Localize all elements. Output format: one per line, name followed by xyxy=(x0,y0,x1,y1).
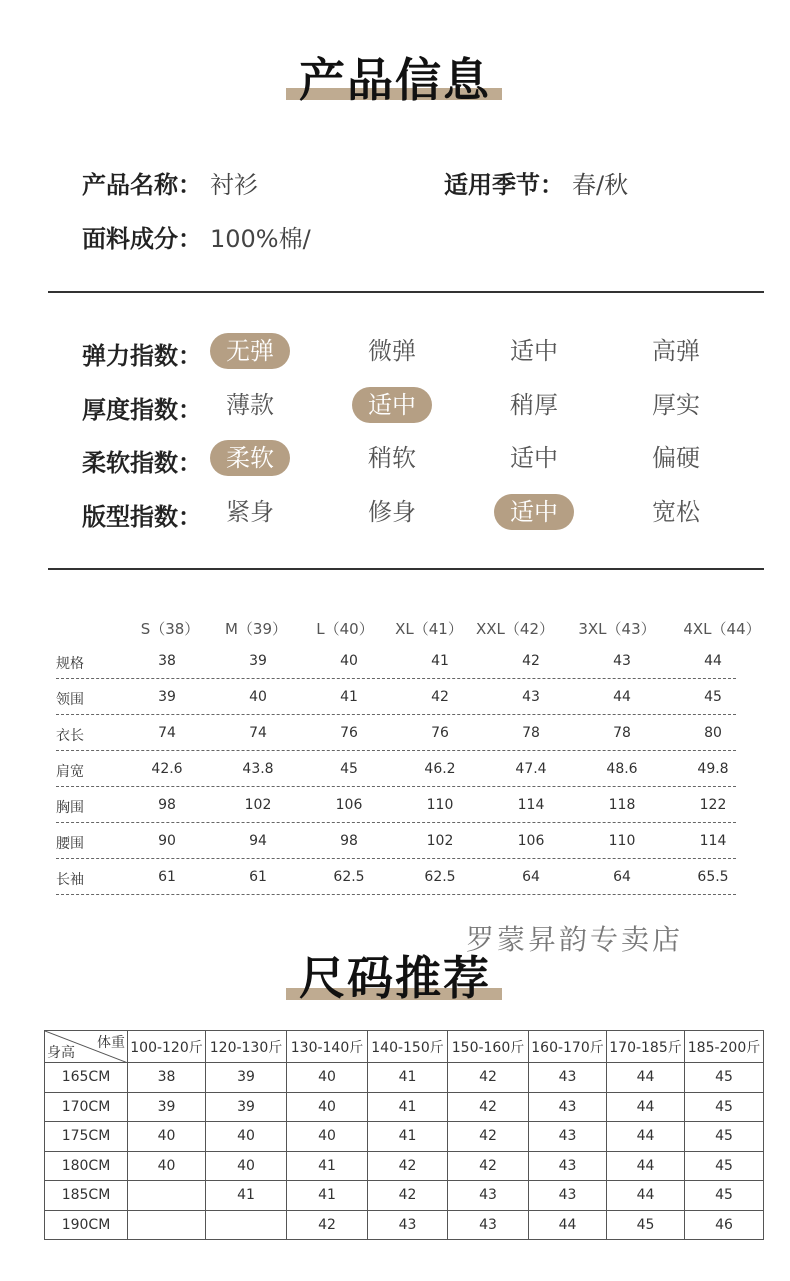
spec-cell: 44 xyxy=(613,689,631,705)
spec-cell: 48.6 xyxy=(606,761,638,777)
table-row xyxy=(45,1063,764,1093)
table-row xyxy=(45,1210,764,1240)
size-cell: 40 xyxy=(287,1092,368,1122)
weight-header-cell: 185-200斤 xyxy=(685,1031,764,1063)
spec-cell: 49.8 xyxy=(697,761,729,777)
size-cell: 42 xyxy=(448,1063,529,1093)
size-cell: 41 xyxy=(206,1181,287,1211)
season-row xyxy=(444,165,628,200)
spec-row-label: 衣长 xyxy=(56,728,84,744)
weight-header-cell: 140-150斤 xyxy=(368,1031,448,1063)
table-row xyxy=(45,1092,764,1122)
spec-cell: 38 xyxy=(158,653,176,669)
index-option: 稍软 xyxy=(368,444,416,472)
spec-cell: 40 xyxy=(340,653,358,669)
size-recommend-title: 尺码推荐 xyxy=(299,951,491,1005)
weight-header-cell: 100-120斤 xyxy=(128,1031,206,1063)
spec-cell: 98 xyxy=(158,797,176,813)
spec-row-label: 腰围 xyxy=(56,836,84,852)
size-cell: 43 xyxy=(368,1210,448,1240)
size-cell xyxy=(128,1181,206,1211)
index-option: 适中 xyxy=(510,337,558,365)
spec-cell: 39 xyxy=(158,689,176,705)
size-cell: 38 xyxy=(128,1063,206,1093)
table-row xyxy=(45,1151,764,1181)
divider-bottom xyxy=(48,568,764,570)
spec-cell: 114 xyxy=(517,797,545,813)
spec-cell: 41 xyxy=(340,689,358,705)
size-cell: 40 xyxy=(206,1151,287,1181)
spec-column-header: XL（41） xyxy=(395,620,463,638)
spec-cell: 98 xyxy=(340,833,358,849)
size-cell: 39 xyxy=(206,1092,287,1122)
spec-cell: 40 xyxy=(249,689,267,705)
spec-row-separator xyxy=(56,678,736,679)
fabric-row xyxy=(82,219,311,254)
spec-cell: 74 xyxy=(158,725,176,741)
size-cell: 41 xyxy=(368,1063,448,1093)
size-cell: 43 xyxy=(529,1122,607,1152)
size-cell: 45 xyxy=(607,1210,685,1240)
spec-cell: 62.5 xyxy=(333,869,365,885)
spec-cell: 122 xyxy=(699,797,727,813)
size-cell: 43 xyxy=(448,1181,529,1211)
size-cell: 41 xyxy=(368,1122,448,1152)
spec-row-label: 规格 xyxy=(56,656,84,672)
spec-cell: 90 xyxy=(158,833,176,849)
size-cell: 42 xyxy=(448,1151,529,1181)
spec-cell: 41 xyxy=(431,653,449,669)
size-cell: 41 xyxy=(287,1181,368,1211)
spec-column-header: 4XL（44） xyxy=(683,620,761,638)
size-cell: 39 xyxy=(206,1063,287,1093)
spec-column-header: XXL（42） xyxy=(476,620,554,638)
size-cell: 41 xyxy=(287,1151,368,1181)
spec-cell: 94 xyxy=(249,833,267,849)
index-option: 紧身 xyxy=(226,498,274,526)
spec-cell: 42 xyxy=(522,653,540,669)
spec-cell: 44 xyxy=(704,653,722,669)
spec-cell: 78 xyxy=(522,725,540,741)
size-cell: 44 xyxy=(607,1122,685,1152)
spec-row-separator xyxy=(56,822,736,823)
spec-column-header: L（40） xyxy=(316,620,374,638)
size-cell: 43 xyxy=(529,1063,607,1093)
spec-cell: 102 xyxy=(426,833,454,849)
spec-row-label: 长袖 xyxy=(56,872,84,888)
size-cell: 45 xyxy=(685,1092,764,1122)
index-option: 微弹 xyxy=(368,337,416,365)
spec-row-label: 领围 xyxy=(56,692,84,708)
size-cell: 46 xyxy=(685,1210,764,1240)
fabric-label: 面料成分： xyxy=(82,225,202,253)
size-cell: 42 xyxy=(368,1181,448,1211)
spec-row-separator xyxy=(56,858,736,859)
spec-cell: 62.5 xyxy=(424,869,456,885)
size-cell: 44 xyxy=(607,1151,685,1181)
spec-row-label: 胸围 xyxy=(56,800,84,816)
spec-cell: 64 xyxy=(522,869,540,885)
divider-top xyxy=(48,291,764,293)
weight-header-cell: 120-130斤 xyxy=(206,1031,287,1063)
spec-cell: 43.8 xyxy=(242,761,274,777)
spec-cell: 106 xyxy=(335,797,363,813)
height-cell: 190CM xyxy=(45,1210,128,1240)
weight-header-cell: 130-140斤 xyxy=(287,1031,368,1063)
index-option: 厚实 xyxy=(652,391,700,419)
size-cell: 45 xyxy=(685,1181,764,1211)
product-name-value: 衬衫 xyxy=(210,171,258,199)
size-cell: 44 xyxy=(529,1210,607,1240)
size-cell: 40 xyxy=(128,1151,206,1181)
index-label: 厚度指数： xyxy=(82,396,202,424)
spec-row-separator xyxy=(56,786,736,787)
table-row xyxy=(45,1122,764,1152)
spec-column-header: M（39） xyxy=(224,620,288,638)
height-cell: 175CM xyxy=(45,1122,128,1152)
index-option: 偏硬 xyxy=(652,444,700,472)
spec-cell: 114 xyxy=(699,833,727,849)
size-recommend-heading xyxy=(0,942,790,1008)
spec-cell: 43 xyxy=(613,653,631,669)
size-cell xyxy=(128,1210,206,1240)
size-cell: 43 xyxy=(529,1181,607,1211)
product-name-row xyxy=(82,165,258,200)
size-cell: 40 xyxy=(287,1122,368,1152)
spec-cell: 74 xyxy=(249,725,267,741)
fabric-value: 100%棉/ xyxy=(210,225,311,253)
weight-header-cell: 170-185斤 xyxy=(607,1031,685,1063)
index-option: 适中 xyxy=(510,444,558,472)
spec-column-header: 3XL（43） xyxy=(578,620,656,638)
spec-cell: 110 xyxy=(426,797,454,813)
spec-row-label: 肩宽 xyxy=(56,764,84,780)
index-option: 宽松 xyxy=(652,498,700,526)
size-cell: 40 xyxy=(287,1063,368,1093)
size-cell: 44 xyxy=(607,1181,685,1211)
spec-cell: 76 xyxy=(431,725,449,741)
spec-cell: 46.2 xyxy=(424,761,456,777)
product-info-heading xyxy=(0,44,790,110)
spec-cell: 61 xyxy=(158,869,176,885)
spec-row-separator xyxy=(56,894,736,895)
index-label: 版型指数： xyxy=(82,503,202,531)
spec-cell: 39 xyxy=(249,653,267,669)
index-option: 修身 xyxy=(368,498,416,526)
index-label: 弹力指数： xyxy=(82,342,202,370)
spec-cell: 61 xyxy=(249,869,267,885)
product-info-title: 产品信息 xyxy=(299,53,491,107)
spec-cell: 64 xyxy=(613,869,631,885)
size-cell: 42 xyxy=(287,1210,368,1240)
spec-cell: 43 xyxy=(522,689,540,705)
weight-header-cell: 150-160斤 xyxy=(448,1031,529,1063)
size-cell: 43 xyxy=(448,1210,529,1240)
height-cell: 170CM xyxy=(45,1092,128,1122)
size-cell: 39 xyxy=(128,1092,206,1122)
size-cell: 43 xyxy=(529,1151,607,1181)
spec-cell: 80 xyxy=(704,725,722,741)
index-option: 薄款 xyxy=(226,391,274,419)
index-option: 高弹 xyxy=(652,337,700,365)
spec-cell: 42.6 xyxy=(151,761,183,777)
store-name-watermark: 罗蒙昇韵专卖店 xyxy=(466,923,684,956)
spec-cell: 42 xyxy=(431,689,449,705)
spec-cell: 65.5 xyxy=(697,869,729,885)
table-corner-cell xyxy=(45,1031,128,1063)
index-option-selected: 无弹 xyxy=(210,333,290,369)
spec-cell: 106 xyxy=(517,833,545,849)
index-option-selected: 适中 xyxy=(352,387,432,423)
size-recommend-table xyxy=(44,1030,764,1240)
index-option-selected: 适中 xyxy=(494,494,574,530)
size-cell: 42 xyxy=(448,1092,529,1122)
height-corner-label: 身高 xyxy=(47,1045,75,1061)
size-cell: 44 xyxy=(607,1092,685,1122)
spec-cell: 118 xyxy=(608,797,636,813)
size-cell: 41 xyxy=(368,1092,448,1122)
size-cell: 42 xyxy=(368,1151,448,1181)
size-cell xyxy=(206,1210,287,1240)
size-cell: 40 xyxy=(206,1122,287,1152)
size-cell: 45 xyxy=(685,1063,764,1093)
spec-cell: 45 xyxy=(704,689,722,705)
size-cell: 45 xyxy=(685,1151,764,1181)
season-value: 春/秋 xyxy=(572,171,629,199)
size-cell: 40 xyxy=(128,1122,206,1152)
spec-cell: 102 xyxy=(244,797,272,813)
size-cell: 44 xyxy=(607,1063,685,1093)
index-option-selected: 柔软 xyxy=(210,440,290,476)
size-cell: 43 xyxy=(529,1092,607,1122)
spec-cell: 78 xyxy=(613,725,631,741)
table-row xyxy=(45,1181,764,1211)
weight-header-cell: 160-170斤 xyxy=(529,1031,607,1063)
spec-cell: 47.4 xyxy=(515,761,547,777)
season-label: 适用季节： xyxy=(444,171,564,199)
height-cell: 165CM xyxy=(45,1063,128,1093)
spec-row-separator xyxy=(56,750,736,751)
spec-cell: 45 xyxy=(340,761,358,777)
size-cell: 45 xyxy=(685,1122,764,1152)
index-label: 柔软指数： xyxy=(82,449,202,477)
height-cell: 180CM xyxy=(45,1151,128,1181)
index-option: 稍厚 xyxy=(510,391,558,419)
height-cell: 185CM xyxy=(45,1181,128,1211)
size-cell: 42 xyxy=(448,1122,529,1152)
weight-corner-label: 体重 xyxy=(97,1035,125,1051)
spec-column-header: S（38） xyxy=(140,620,200,638)
spec-cell: 76 xyxy=(340,725,358,741)
product-name-label: 产品名称： xyxy=(82,171,202,199)
spec-row-separator xyxy=(56,714,736,715)
spec-cell: 110 xyxy=(608,833,636,849)
